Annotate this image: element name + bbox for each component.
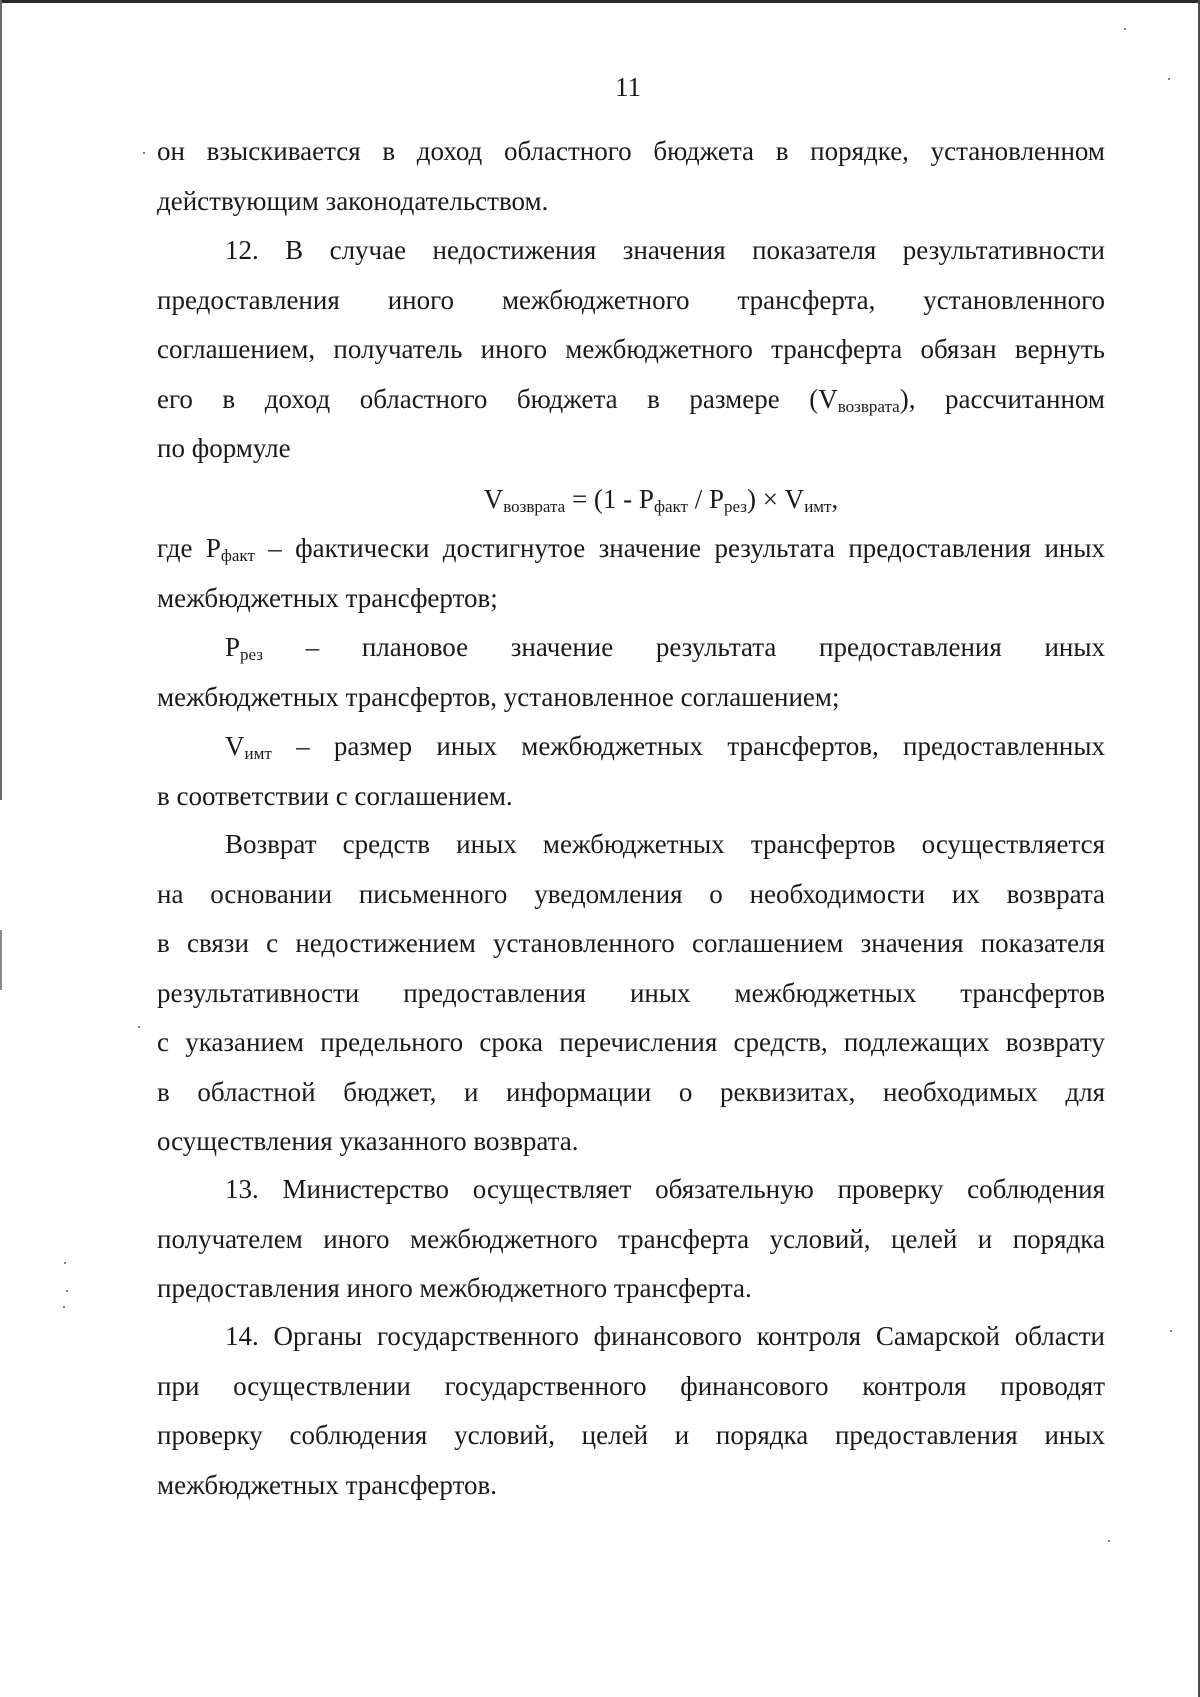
text-line: межбюджетных трансфертов. <box>157 1469 498 1500</box>
text-line: предоставления иного межбюджетного трансферта. <box>157 1273 752 1303</box>
scan-speck <box>143 152 145 154</box>
text-line: межбюджетных трансфертов, установленное соглашением; <box>157 681 840 712</box>
scan-speck <box>1124 28 1126 30</box>
scan-speck <box>63 1306 65 1308</box>
text-line: на основании письменного уведомления о необходимости их возврата <box>157 878 1105 909</box>
text-line: получателем иного межбюджетного трансферта условий, целей и порядка <box>157 1223 1105 1254</box>
scan-border-left-mark <box>0 930 2 990</box>
scan-speck <box>1108 1540 1110 1542</box>
text-line: он взыскивается в доход областного бюджета в порядке, установленном <box>157 136 1105 166</box>
scan-speck <box>138 1026 140 1028</box>
text-line-with-variable: его в доход областного бюджета в размере (Vвозврата), рассчитанном <box>157 383 1105 416</box>
text-line: в связи с недостижением установленного соглашением значения показателя <box>157 928 1105 958</box>
body-text-block-3 <box>157 820 1105 1167</box>
paragraph-12-start: 12. В случае недостижения значения показателя результативности <box>225 235 1105 265</box>
scan-border-top <box>0 0 1200 3</box>
paragraph-return-start: Возврат средств иных межбюджетных трансфертов осуществляется <box>225 829 1105 859</box>
text-line: действующим законодательством. <box>157 185 549 216</box>
text-line: в областной бюджет, и информации о реквизитах, необходимых для <box>157 1076 1105 1107</box>
scan-speck <box>1170 1330 1172 1332</box>
body-text-block-2 <box>157 524 1105 821</box>
text-line: с указанием предельного срока перечисления средств, подлежащих возврату <box>157 1027 1105 1057</box>
text-line: осуществления указанного возврата. <box>157 1126 579 1156</box>
paragraph-14-start: 14. Органы государственного финансового контроля Самарской области <box>225 1321 1105 1351</box>
scan-speck <box>66 1290 68 1292</box>
text-line: проверку соблюдения условий, целей и порядка предоставления иных <box>157 1420 1105 1450</box>
return-formula: Vвозврата = (1 - Pфакт / Pрез) × Vимт, <box>483 484 839 517</box>
text-line: в соответствии с соглашением. <box>157 780 513 811</box>
scan-speck <box>1168 78 1170 80</box>
formula-block <box>157 475 1105 525</box>
scan-speck <box>64 1262 66 1264</box>
body-text-block-1 <box>157 127 1105 474</box>
text-line: соглашением, получатель иного межбюджетного трансферта обязан вернуть <box>157 334 1105 364</box>
text-line: межбюджетных трансфертов; <box>157 582 498 613</box>
text-line: предоставления иного межбюджетного трансферта, установленного <box>157 284 1105 315</box>
body-text-block-4 <box>157 1165 1105 1314</box>
body-text-block-5 <box>157 1312 1105 1510</box>
page-number: 11 <box>615 72 641 102</box>
definition-prez: Pрез – плановое значение результата предоставления иных <box>225 632 1105 665</box>
definition-vimt: Vимт – размер иных межбюджетных трансфертов, предоставленных <box>225 731 1105 764</box>
text-line: при осуществлении государственного финансового контроля проводят <box>157 1370 1105 1401</box>
scan-border-left <box>0 0 2 800</box>
text-line: по формуле <box>157 433 291 463</box>
paragraph-13-start: 13. Министерство осуществляет обязательную проверку соблюдения <box>225 1174 1105 1204</box>
text-line: результативности предоставления иных межбюджетных трансфертов <box>157 977 1105 1008</box>
definition-pfact: где Pфакт – фактически достигнутое значение результата предоставления иных <box>157 533 1106 566</box>
